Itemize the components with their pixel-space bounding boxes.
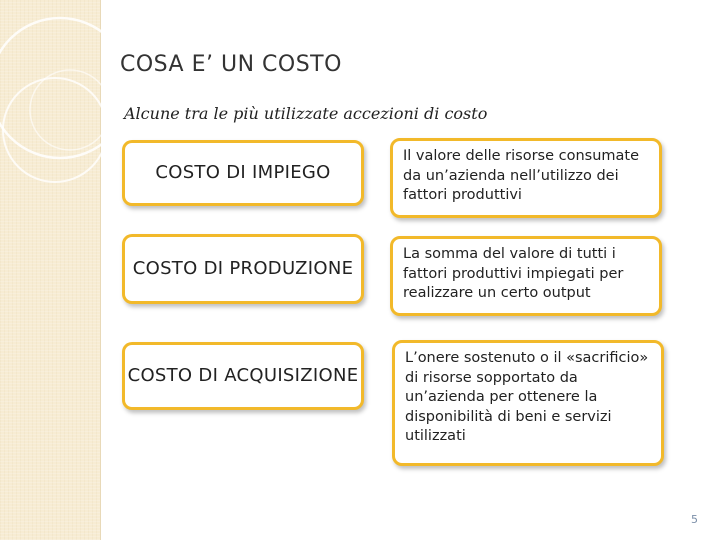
term-label: COSTO DI IMPIEGO bbox=[155, 162, 331, 184]
page-number: 5 bbox=[691, 513, 698, 526]
term-label: COSTO DI ACQUISIZIONE bbox=[127, 365, 359, 387]
term-box-acquisizione bbox=[122, 342, 364, 410]
slide-subtitle: Alcune tra le più utilizzate accezioni di costo bbox=[124, 104, 488, 123]
definition-box-impiego bbox=[390, 138, 662, 218]
decorative-circles bbox=[0, 0, 140, 240]
definition-box-produzione bbox=[390, 236, 662, 316]
definition-box-acquisizione bbox=[392, 340, 664, 466]
term-box-impiego bbox=[122, 140, 364, 206]
definition-text: Il valore delle risorse consumate da un’azienda nell’utilizzo dei fattori produttivi bbox=[403, 148, 640, 204]
definition-text: La somma del valore di tutti i fattori produttivi impiegati per realizzare un certo output bbox=[403, 246, 624, 302]
slide-title: COSA E’ UN COSTO bbox=[120, 52, 342, 77]
definition-text: L’onere sostenuto o il «sacrificio» di risorse sopportato da un’azienda per ottenere la disponibilità di beni e servizi utilizzati bbox=[405, 350, 649, 445]
term-box-produzione bbox=[122, 234, 364, 304]
term-label: COSTO DI PRODUZIONE bbox=[132, 258, 354, 280]
